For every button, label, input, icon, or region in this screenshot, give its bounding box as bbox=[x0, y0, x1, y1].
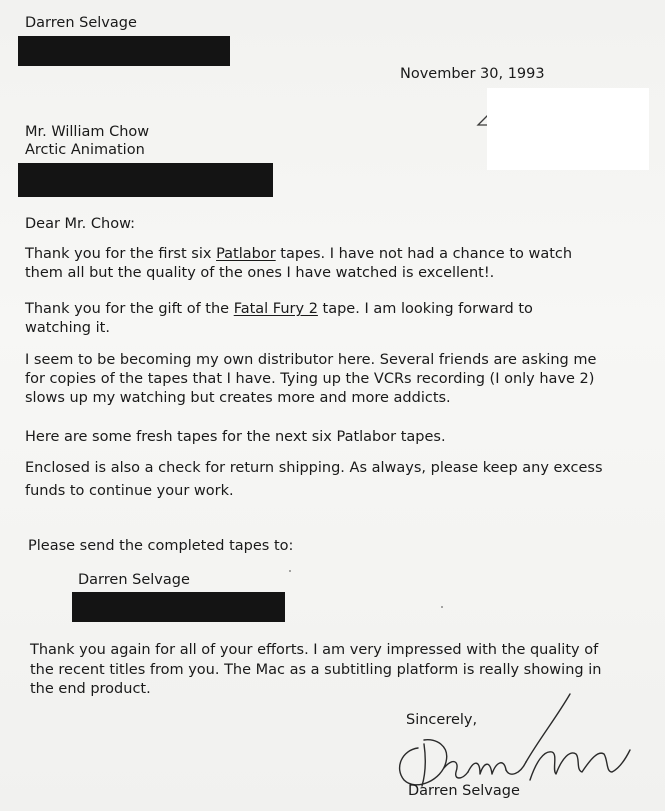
scan-speck bbox=[441, 606, 443, 608]
recipient-company: Arctic Animation bbox=[25, 142, 145, 158]
salutation: Dear Mr. Chow: bbox=[25, 216, 136, 232]
paragraph-2-line-1: Thank you for the gift of the Fatal Fury 2 tape. I am looking forward to bbox=[25, 301, 533, 317]
paragraph-3-line-3: slows up my watching but creates more and more addicts. bbox=[25, 390, 451, 406]
redacted-ship-to-address bbox=[72, 592, 285, 622]
whited-out-box bbox=[487, 88, 649, 170]
letter-date: November 30, 1993 bbox=[400, 66, 545, 82]
paragraph-7-line-2: the recent titles from you. The Mac as a subtitling platform is really showing in bbox=[30, 662, 602, 678]
paragraph-5-line-2: funds to continue your work. bbox=[25, 483, 234, 499]
title-fatal-fury-2: Fatal Fury 2 bbox=[233, 301, 318, 317]
paragraph-2-line-2: watching it. bbox=[25, 320, 110, 336]
paragraph-7-line-1: Thank you again for all of your efforts. I am very impressed with the quality of bbox=[30, 642, 599, 658]
title-patlabor: Patlabor bbox=[216, 246, 276, 262]
signature-name: Darren Selvage bbox=[408, 783, 520, 799]
redacted-recipient-address bbox=[18, 163, 273, 197]
closing: Sincerely, bbox=[406, 712, 478, 728]
paragraph-1-line-2: them all but the quality of the ones I have watched is excellent!. bbox=[25, 265, 495, 281]
ship-to-name: Darren Selvage bbox=[78, 572, 190, 588]
redacted-sender-address bbox=[18, 36, 230, 66]
recipient-name: Mr. William Chow bbox=[25, 124, 150, 140]
paragraph-4-line-1: Here are some fresh tapes for the next six Patlabor tapes. bbox=[25, 429, 446, 445]
paragraph-7-line-3: the end product. bbox=[30, 681, 151, 697]
paragraph-3-line-2: for copies of the tapes that I have. Tying up the VCRs recording (I only have 2) bbox=[25, 371, 595, 387]
paragraph-6-line-1: Please send the completed tapes to: bbox=[28, 538, 294, 554]
scan-speck bbox=[289, 570, 291, 572]
sender-name: Darren Selvage bbox=[25, 15, 137, 31]
paragraph-5-line-1: Enclosed is also a check for return shipping. As always, please keep any excess bbox=[25, 460, 603, 476]
paragraph-1-line-1: Thank you for the first six Patlabor tapes. I have not had a chance to watch bbox=[25, 246, 573, 262]
paragraph-3-line-1: I seem to be becoming my own distributor here. Several friends are asking me bbox=[25, 352, 597, 368]
